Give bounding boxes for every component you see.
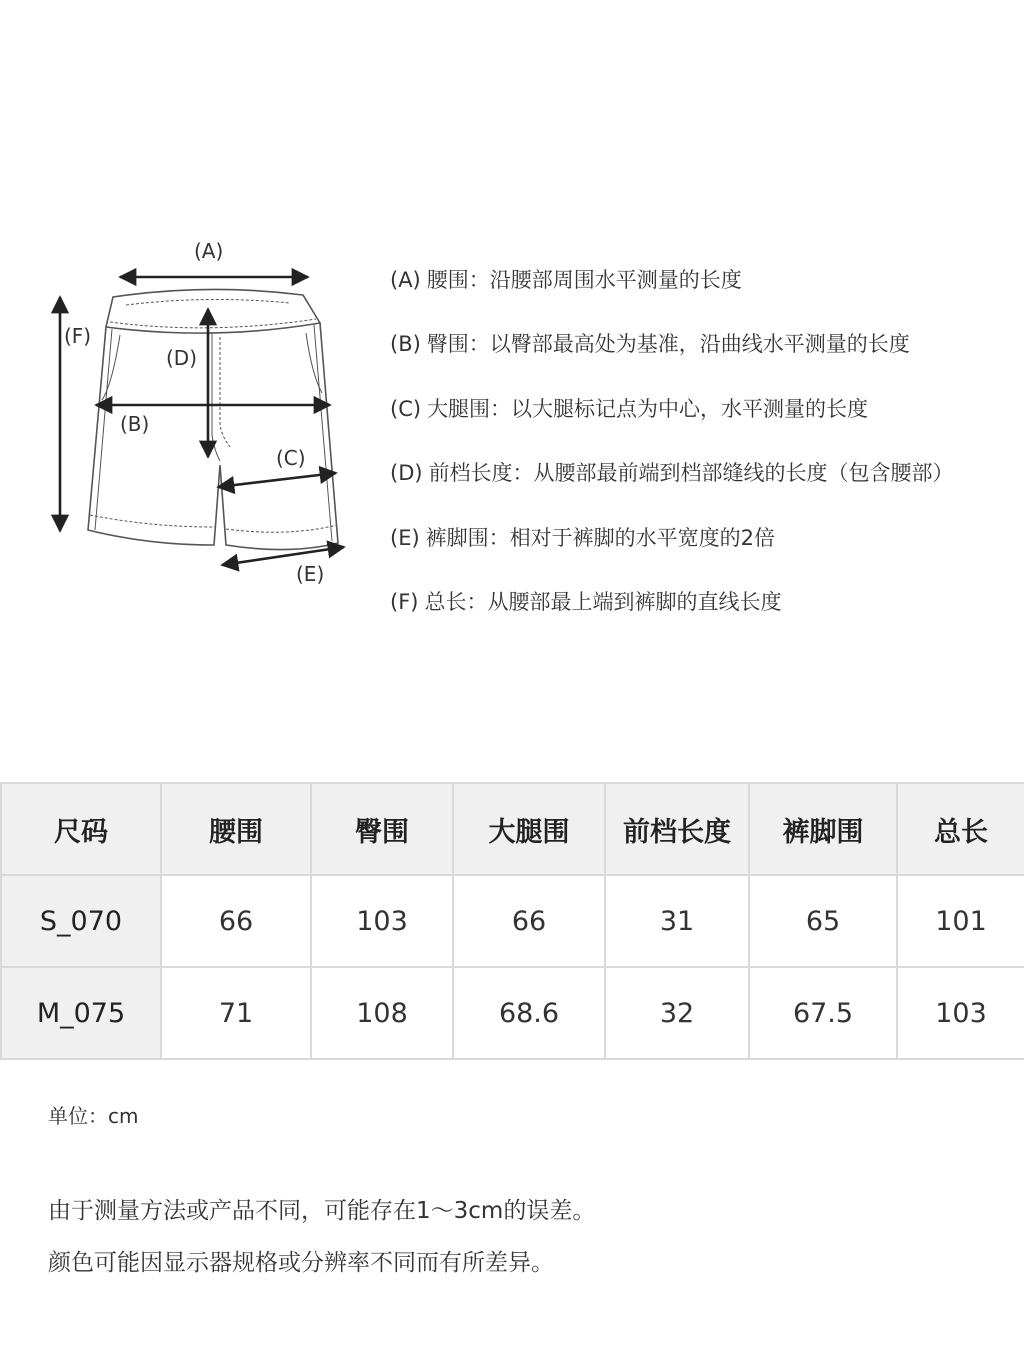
value-cell: 65: [749, 875, 897, 967]
legend-text: 总长：从腰部最上端到裤脚的直线长度: [424, 589, 782, 614]
legend-code: (B): [390, 332, 421, 357]
value-cell: 101: [897, 875, 1024, 967]
table-row: [1, 875, 1024, 967]
header-front-rise: 前档长度: [605, 783, 749, 875]
note-color-difference: 颜色可能因显示器规格或分辨率不同而有所差异。: [48, 1250, 554, 1276]
value-cell: 31: [605, 875, 749, 967]
value-cell: 103: [311, 875, 453, 967]
legend-text: 前档长度：从腰部最前端到档部缝线的长度（包含腰部）: [428, 461, 954, 486]
note-measurement-error: 由于测量方法或产品不同，可能存在1～3cm的误差。: [48, 1198, 596, 1224]
legend-code: (F): [390, 589, 419, 614]
legend-code: (A): [390, 268, 421, 292]
legend-item-d: [390, 455, 954, 519]
value-cell: 68.6: [453, 967, 605, 1059]
legend-text: 臀围：以臀部最高处为基准，沿曲线水平测量的长度: [426, 332, 910, 357]
unit-note: 单位：cm: [48, 1104, 139, 1128]
legend-item-a: [390, 262, 954, 326]
header-waist: 腰围: [161, 783, 311, 875]
size-table: [0, 782, 1024, 1060]
value-cell: 108: [311, 967, 453, 1059]
header-thigh: 大腿围: [453, 783, 605, 875]
legend-code: (E): [390, 525, 420, 550]
value-cell: 103: [897, 967, 1024, 1059]
legend-item-e: [390, 520, 954, 584]
legend-text: 大腿围：以大腿标记点为中心，水平测量的长度: [427, 396, 869, 421]
label-e: (E): [296, 562, 325, 586]
legend-item-c: [390, 391, 954, 455]
legend-item-f: [390, 584, 954, 648]
notes: [48, 1185, 595, 1289]
value-cell: 66: [453, 875, 605, 967]
header-hip: 臀围: [311, 783, 453, 875]
header-size: 尺码: [1, 783, 161, 875]
label-b: (B): [120, 412, 150, 436]
value-cell: 66: [161, 875, 311, 967]
legend-text: 腰围：沿腰部周围水平测量的长度: [426, 268, 742, 292]
label-a: (A): [194, 239, 224, 263]
table-header-row: [1, 783, 1024, 875]
table-row: [1, 967, 1024, 1059]
size-cell: M_075: [1, 967, 161, 1059]
header-total-length: 总长: [897, 783, 1024, 875]
header-hem: 裤脚围: [749, 783, 897, 875]
arrow-c: [218, 473, 336, 487]
legend-text: 裤脚围：相对于裤脚的水平宽度的2倍: [425, 525, 776, 550]
legend-code: (C): [390, 396, 422, 421]
label-d: (D): [166, 346, 198, 370]
measurement-legend: [390, 262, 954, 648]
legend-item-b: [390, 326, 954, 390]
label-c: (C): [276, 446, 306, 470]
legend-code: (D): [390, 461, 423, 486]
value-cell: 71: [161, 967, 311, 1059]
value-cell: 32: [605, 967, 749, 1059]
label-f: (F): [64, 324, 92, 348]
shorts-diagram: [40, 225, 370, 595]
value-cell: 67.5: [749, 967, 897, 1059]
size-cell: S_070: [1, 875, 161, 967]
